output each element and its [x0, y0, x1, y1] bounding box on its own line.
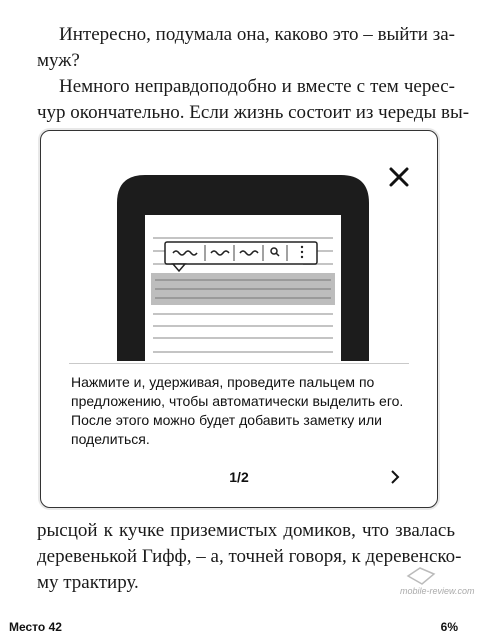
- tutorial-dialog: [40, 130, 438, 508]
- location-label: Место 42: [9, 620, 62, 634]
- text-line: чур окончательно. Если жизнь состоит из череды вы-: [37, 102, 470, 123]
- close-icon: [387, 165, 411, 189]
- text-line: му трактиру.: [37, 572, 139, 593]
- text-line: рысцой к кучке приземистых домиков, что звалась: [37, 520, 455, 541]
- instruction-text: Нажмите и, удерживая, проведите пальцем по предложению, чтобы автоматически выделить его. После этого можно будет добавить заметку или поделиться.: [71, 374, 404, 447]
- text-line: деревенькой Гифф, – а, точней говоря, к деревенско-: [37, 546, 462, 567]
- next-button[interactable]: [387, 467, 403, 487]
- divider: [69, 363, 409, 364]
- chevron-right-icon: [387, 467, 403, 487]
- close-button[interactable]: [387, 165, 411, 189]
- watermark: [400, 566, 480, 606]
- watermark-text: mobile-review.com: [400, 586, 475, 596]
- text-line: Интересно, подумала она, каково это – выйти за-: [59, 24, 455, 45]
- reader-footer: [0, 614, 482, 640]
- text-line: Немного неправдоподобно и вместе с тем черес-: [59, 76, 455, 97]
- logo-icon: [406, 566, 436, 586]
- progress-percent: 6%: [440, 620, 458, 634]
- page-indicator: 1/2: [229, 469, 249, 485]
- book-text-top: [37, 22, 470, 126]
- device-illustration: [117, 175, 369, 361]
- text-line: муж?: [37, 50, 80, 71]
- book-text-bottom: [37, 518, 462, 596]
